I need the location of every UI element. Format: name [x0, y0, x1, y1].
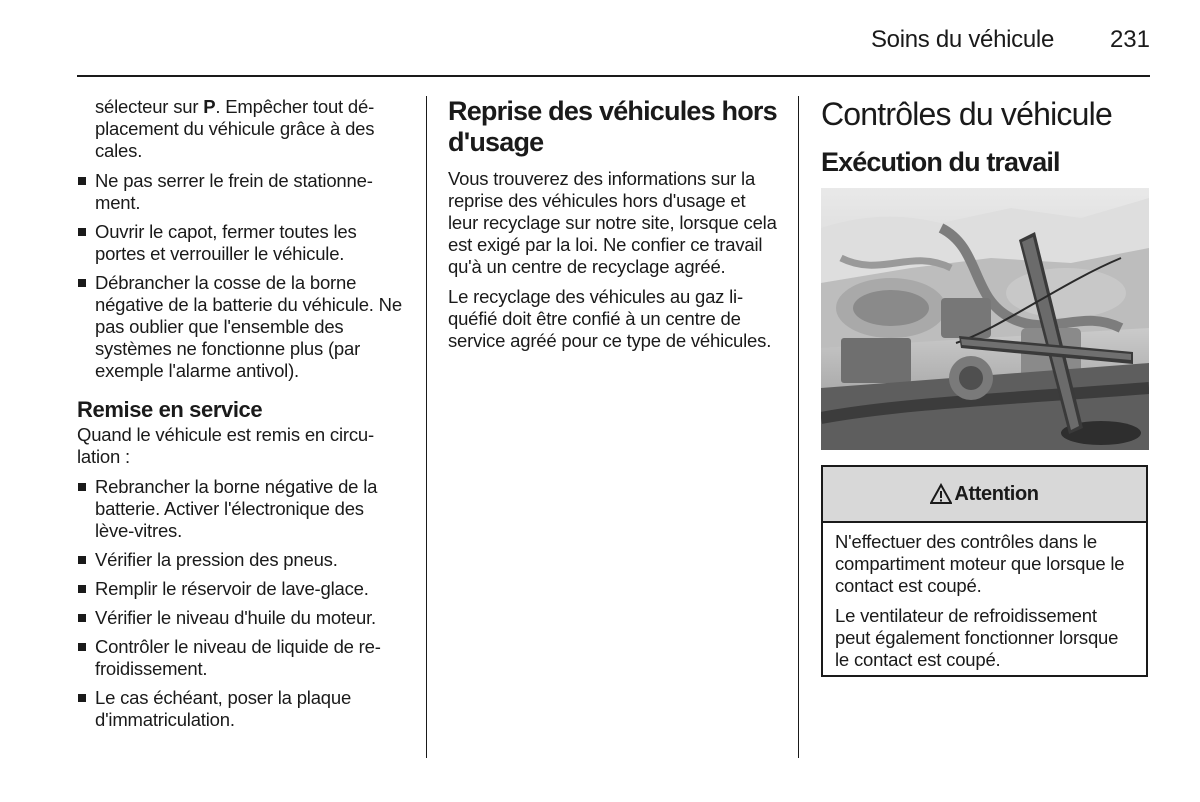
warning-paragraph-1: N'effectuer des contrôles dans le compartiment moteur que lorsque le contact est coupé.: [835, 531, 1125, 596]
remise-heading: Remise en service: [77, 397, 263, 422]
column-3: [821, 96, 1151, 178]
engine-bay-illustration: [821, 188, 1149, 450]
square-bullet-icon: [78, 694, 86, 702]
column-1: [77, 96, 407, 738]
list-item-text: Vérifier la pression des pneus.: [95, 549, 338, 570]
section-heading: Exécution du travail: [821, 147, 1060, 177]
preparation-list: [77, 170, 407, 382]
intro-text-start: sélecteur sur: [95, 96, 204, 117]
remise-intro: Quand le véhicule est remis en circulation :: [77, 424, 375, 467]
chapter-heading: Contrôles du véhicule: [821, 96, 1112, 132]
column-2: [448, 96, 778, 360]
square-bullet-icon: [78, 228, 86, 236]
list-item-text: Ne pas serrer le frein de stationnement.: [95, 170, 373, 213]
column-divider-2: [798, 96, 799, 758]
square-bullet-icon: [78, 585, 86, 593]
square-bullet-icon: [78, 556, 86, 564]
column-divider-1: [426, 96, 427, 758]
recycling-heading: Reprise des véhicules hors d'usage: [448, 96, 777, 157]
list-item: [77, 607, 407, 629]
warning-title: Attention: [954, 482, 1039, 505]
gear-position-p: P: [203, 96, 216, 117]
recycling-paragraph-2: Le recyclage des véhicules au gaz liquéfié doit être confié à un centre de service agréé pour ce type de véhicules.: [448, 286, 772, 351]
recycling-paragraph-1: Vous trouverez des informations sur la reprise des véhicules hors d'usage et leur recyclage sur notre site, lorsque cela est exigé par la loi. Ne confier ce travail qu'à un centre de recyclage agréé.: [448, 168, 777, 277]
list-item-text: Ouvrir le capot, fermer toutes les portes et verrouiller le véhicule.: [95, 221, 357, 264]
list-item-text: Le cas échéant, poser la plaque d'immatriculation.: [95, 687, 352, 730]
square-bullet-icon: [78, 483, 86, 491]
page-number: 231: [1109, 26, 1150, 53]
list-item-text: Débrancher la cosse de la borne négative de la batterie du véhicule. Ne pas oublier que l'ensemble des systèmes ne fonctionne plus (par exemple l'alarme antivol).: [95, 272, 402, 381]
list-item: [77, 636, 407, 680]
list-item: [77, 170, 407, 214]
warning-triangle-icon: [930, 483, 952, 505]
list-item: [77, 476, 407, 542]
remise-list: [77, 476, 407, 731]
list-item: [77, 687, 407, 731]
square-bullet-icon: [78, 177, 86, 185]
warning-box: [821, 465, 1148, 677]
warning-body: [823, 523, 1146, 671]
warning-paragraph-2: Le ventilateur de refroidissement peut également fonctionner lorsque le contact est coupé.: [835, 605, 1119, 670]
list-item: [77, 221, 407, 265]
intro-paragraph: [77, 96, 407, 162]
square-bullet-icon: [78, 279, 86, 287]
list-item-text: Contrôler le niveau de liquide de refroidissement.: [95, 636, 381, 679]
intro-text-end: . Empêcher tout déplacement du véhicule grâce à des cales.: [95, 96, 375, 161]
list-item-text: Vérifier le niveau d'huile du moteur.: [95, 607, 376, 628]
list-item-text: Remplir le réservoir de lave-glace.: [95, 578, 369, 599]
header-rule: [77, 75, 1150, 77]
page-header: [77, 22, 1150, 56]
list-item: [77, 578, 407, 600]
warning-header: [823, 467, 1146, 523]
list-item: [77, 549, 407, 571]
square-bullet-icon: [78, 643, 86, 651]
square-bullet-icon: [78, 614, 86, 622]
section-title: Soins du véhicule: [870, 26, 1054, 53]
list-item-text: Rebrancher la borne négative de la batterie. Activer l'électronique des lève-vitres.: [95, 476, 378, 541]
list-item: [77, 272, 407, 382]
